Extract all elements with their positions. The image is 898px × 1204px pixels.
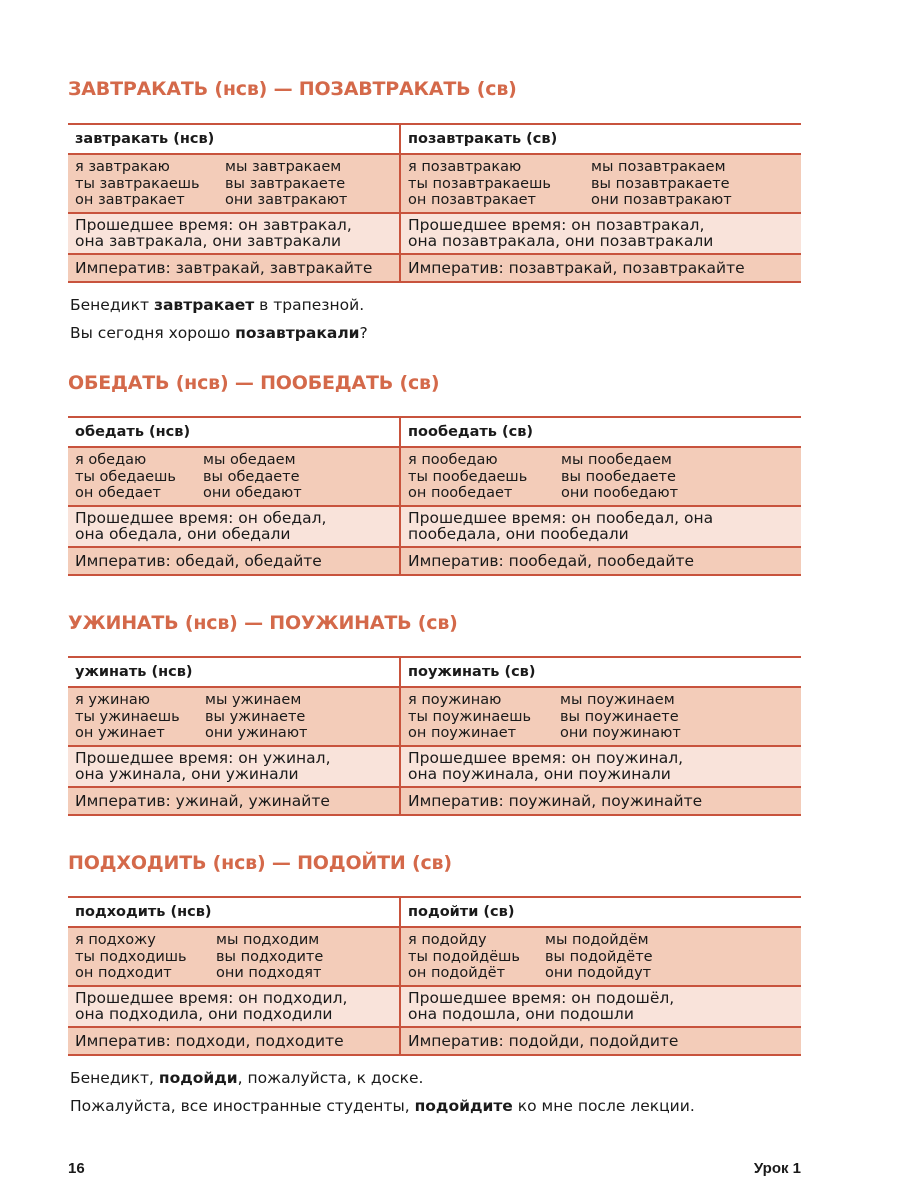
section-title-uzhinat: УЖИНАТЬ (нсв) — ПОУЖИНАТЬ (св) bbox=[68, 612, 458, 634]
imperative-sv: Императив: позавтракай, позавтракайте bbox=[400, 254, 801, 282]
future-forms-sv: я поужинаю ты поужинаешь он поужинает мы поужинаем вы поужинаете они поужинают bbox=[400, 687, 801, 746]
verb-header-sv: поужинать (св) bbox=[400, 657, 801, 687]
past-tense-sv: Прошедшее время: он пообедал, она пообедала, они пообедали bbox=[400, 506, 801, 547]
past-tense-sv: Прошедшее время: он позавтракал, она позавтракала, они позавтракали bbox=[400, 213, 801, 254]
section-title-obedat: ОБЕДАТЬ (нсв) — ПООБЕДАТЬ (св) bbox=[68, 372, 440, 394]
imperative-sv: Императив: поужинай, поужинайте bbox=[400, 787, 801, 815]
present-forms-nsv: я обедаю ты обедаешь он обедает мы обедаем вы обедаете они обедают bbox=[68, 447, 400, 506]
verb-header-nsv: ужинать (нсв) bbox=[68, 657, 400, 687]
imperative-nsv: Императив: подходи, подходите bbox=[68, 1027, 400, 1055]
imperative-sv: Императив: подойди, подойдите bbox=[400, 1027, 801, 1055]
section-title-zavtrakat: ЗАВТРАКАТЬ (нсв) — ПОЗАВТРАКАТЬ (св) bbox=[68, 78, 517, 100]
past-tense-sv: Прошедшее время: он поужинал, она поужинала, они поужинали bbox=[400, 746, 801, 787]
past-tense-nsv: Прошедшее время: он ужинал, она ужинала, они ужинали bbox=[68, 746, 400, 787]
imperative-sv: Императив: пообедай, пообедайте bbox=[400, 547, 801, 575]
verb-header-sv: позавтракать (св) bbox=[400, 124, 801, 154]
imperative-nsv: Императив: завтракай, завтракайте bbox=[68, 254, 400, 282]
verb-header-nsv: подходить (нсв) bbox=[68, 897, 400, 927]
example-sentence: Бенедикт, подойди, пожалуйста, к доске. bbox=[70, 1069, 424, 1087]
imperative-nsv: Императив: ужинай, ужинайте bbox=[68, 787, 400, 815]
lesson-label: Урок 1 bbox=[753, 1160, 801, 1177]
present-forms-nsv: я подхожу ты подходишь он подходит мы подходим вы подходите они подходят bbox=[68, 927, 400, 986]
example-sentence: Вы сегодня хорошо позавтракали? bbox=[70, 324, 368, 342]
past-tense-sv: Прошедшее время: он подошёл, она подошла, они подошли bbox=[400, 986, 801, 1027]
section-title-podkhodit: ПОДХОДИТЬ (нсв) — ПОДОЙТИ (св) bbox=[68, 852, 452, 874]
conjugation-table-podkhodit bbox=[68, 896, 801, 1056]
past-tense-nsv: Прошедшее время: он завтракал, она завтракала, они завтракали bbox=[68, 213, 400, 254]
conjugation-table-uzhinat bbox=[68, 656, 801, 816]
verb-header-sv: подойти (св) bbox=[400, 897, 801, 927]
past-tense-nsv: Прошедшее время: он обедал, она обедала, они обедали bbox=[68, 506, 400, 547]
conjugation-table-obedat bbox=[68, 416, 801, 576]
future-forms-sv: я позавтракаю ты позавтракаешь он позавтракает мы позавтракаем вы позавтракаете они позавтракают bbox=[400, 154, 801, 213]
verb-header-sv: пообедать (св) bbox=[400, 417, 801, 447]
present-forms-nsv: я завтракаю ты завтракаешь он завтракает мы завтракаем вы завтракаете они завтракают bbox=[68, 154, 400, 213]
past-tense-nsv: Прошедшее время: он подходил, она подходила, они подходили bbox=[68, 986, 400, 1027]
page-number: 16 bbox=[68, 1160, 85, 1177]
future-forms-sv: я пообедаю ты пообедаешь он пообедает мы пообедаем вы пообедаете они пообедают bbox=[400, 447, 801, 506]
example-sentence: Бенедикт завтракает в трапезной. bbox=[70, 296, 365, 314]
verb-header-nsv: обедать (нсв) bbox=[68, 417, 400, 447]
imperative-nsv: Императив: обедай, обедайте bbox=[68, 547, 400, 575]
future-forms-sv: я подойду ты подойдёшь он подойдёт мы подойдём вы подойдёте они подойдут bbox=[400, 927, 801, 986]
present-forms-nsv: я ужинаю ты ужинаешь он ужинает мы ужинаем вы ужинаете они ужинают bbox=[68, 687, 400, 746]
conjugation-table-zavtrakat bbox=[68, 123, 801, 283]
verb-header-nsv: завтракать (нсв) bbox=[68, 124, 400, 154]
example-sentence: Пожалуйста, все иностранные студенты, подойдите ко мне после лекции. bbox=[70, 1097, 695, 1115]
